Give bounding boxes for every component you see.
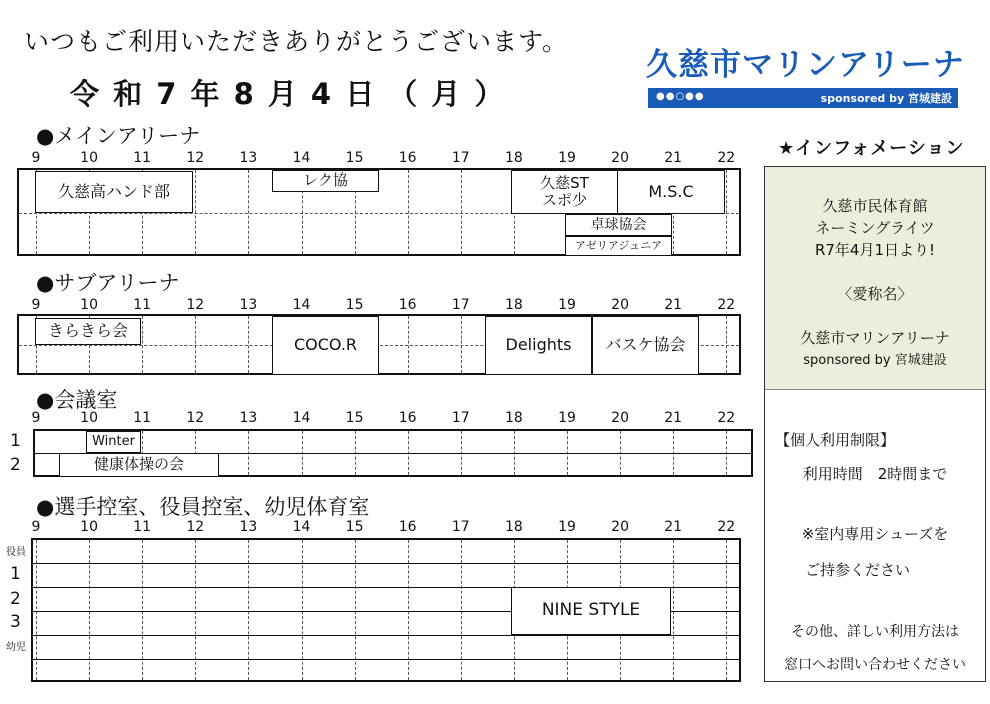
date-heading: 令 和 7 年 8 月 4 日 （ 月 ）: [70, 77, 506, 111]
hour-label: 12: [186, 519, 205, 535]
meeting-room-title: ●会議室: [36, 388, 118, 412]
hour-label: 11: [133, 297, 152, 313]
info-line: 【個人利用制限】: [775, 431, 896, 449]
hour-label: 17: [451, 410, 470, 426]
logo-bar: [648, 88, 958, 108]
event-block: Winter: [86, 431, 141, 453]
hour-label: 16: [398, 410, 417, 426]
hour-label: 10: [80, 519, 99, 535]
info-line: R7年4月1日より!: [814, 241, 936, 259]
hour-label: 15: [345, 297, 364, 313]
grid-row-divider: [33, 635, 739, 636]
hour-label: 18: [504, 297, 523, 313]
event-block: NINE STYLE: [511, 587, 671, 635]
main-arena-title: ●メインアリーナ: [36, 124, 201, 148]
hour-label: 11: [133, 519, 152, 535]
logo-sponsor: sponsored by 宮城建設: [820, 92, 952, 105]
hour-label: 15: [345, 410, 364, 426]
info-line: ※室内専用シューズを: [801, 525, 949, 543]
row-label: 1: [10, 431, 21, 451]
meeting-room-grid: [33, 429, 753, 477]
info-line: ネーミングライツ: [815, 219, 935, 237]
hour-label: 13: [239, 297, 258, 313]
hour-label: 13: [239, 519, 258, 535]
hour-label: 16: [398, 150, 417, 166]
hour-axis-main: [0, 150, 760, 164]
info-line: 〈愛称名〉: [837, 285, 913, 303]
hour-label: 9: [31, 150, 41, 166]
logo-dots-icon: ●●○●●: [656, 91, 705, 102]
grid-row-divider: [33, 659, 739, 660]
hour-label: 13: [239, 410, 258, 426]
row-label: 2: [10, 455, 21, 475]
hour-label: 10: [80, 150, 99, 166]
hour-label: 15: [345, 150, 364, 166]
hour-label: 19: [558, 297, 576, 313]
rooms-title: ●選手控室、役員控室、幼児体育室: [36, 495, 370, 519]
hour-label: 14: [292, 297, 311, 313]
hour-gridline: [408, 170, 409, 254]
hour-label: 21: [664, 519, 683, 535]
hour-label: 20: [611, 410, 630, 426]
info-line: 久慈市民体育館: [822, 197, 928, 215]
event-block: 久慈高ハンド部: [35, 171, 193, 213]
hour-label: 22: [717, 410, 736, 426]
hour-label: 16: [398, 519, 417, 535]
hour-axis-rooms: [0, 519, 760, 533]
grid-row-divider: [33, 563, 739, 564]
main-arena-grid: [17, 168, 741, 256]
event-block: 健康体操の会: [59, 453, 219, 477]
greeting-text: いつもご利用いただきありがとうございます。: [24, 27, 569, 56]
hour-label: 14: [292, 519, 311, 535]
hour-label: 22: [717, 150, 736, 166]
hour-gridline: [248, 170, 249, 254]
info-line: sponsored by 宮城建設: [803, 353, 947, 368]
info-line: ご持参ください: [805, 561, 911, 579]
hour-axis-meeting: [0, 410, 760, 424]
hour-label: 19: [558, 519, 576, 535]
hour-label: 21: [664, 297, 683, 313]
info-line: 久慈市マリンアリーナ: [800, 329, 950, 347]
event-block: Delights: [485, 316, 592, 375]
row-label: 幼児: [6, 642, 26, 653]
hour-label: 22: [717, 519, 736, 535]
hour-label: 9: [31, 410, 41, 426]
event-block: M.S.C: [617, 170, 725, 214]
hour-label: 13: [239, 150, 258, 166]
hour-label: 20: [611, 519, 630, 535]
venue-logo: [646, 47, 965, 112]
hour-label: 20: [611, 150, 630, 166]
hour-label: 12: [186, 297, 205, 313]
event-block: バスケ協会: [592, 316, 699, 375]
event-block: アゼリアジュニア: [565, 236, 672, 256]
event-block: 卓球協会: [565, 214, 672, 236]
hour-label: 10: [80, 297, 99, 313]
rooms-grid: [31, 538, 741, 682]
logo-brand: 久慈市マリンアリーナ: [646, 47, 965, 83]
hour-label: 18: [504, 150, 523, 166]
info-line: その他、詳しい利用方法は: [791, 624, 959, 640]
hour-label: 12: [186, 150, 205, 166]
hour-label: 16: [398, 297, 417, 313]
hour-label: 17: [451, 150, 470, 166]
hour-label: 11: [133, 150, 152, 166]
row-label: 3: [10, 612, 21, 632]
hour-label: 21: [664, 410, 683, 426]
hour-label: 22: [717, 297, 736, 313]
info-title: ★インフォメーション: [778, 138, 965, 159]
hour-label: 17: [451, 519, 470, 535]
hour-label: 12: [186, 410, 205, 426]
hour-label: 21: [664, 150, 683, 166]
row-label: 1: [10, 564, 21, 584]
event-block: COCO.R: [272, 316, 379, 375]
hour-label: 10: [80, 410, 99, 426]
hour-gridline: [195, 170, 196, 254]
hour-gridline: [726, 170, 727, 254]
hour-label: 9: [31, 519, 41, 535]
row-label: 2: [10, 589, 21, 609]
hour-label: 14: [292, 150, 311, 166]
hour-gridline: [461, 170, 462, 254]
event-block: レク協: [272, 170, 379, 192]
hour-label: 9: [31, 297, 41, 313]
hour-label: 18: [504, 519, 523, 535]
row-label: 役員: [6, 547, 26, 558]
hour-label: 20: [611, 297, 630, 313]
hour-label: 18: [504, 410, 523, 426]
info-line: 利用時間 2時間まで: [802, 465, 948, 483]
sub-arena-grid: [17, 314, 741, 375]
hour-label: 11: [133, 410, 152, 426]
sub-arena-title: ●サブアリーナ: [36, 271, 180, 295]
hour-label: 15: [345, 519, 364, 535]
hour-label: 19: [558, 150, 576, 166]
info-line: 窓口へお問い合わせください: [784, 657, 966, 673]
hour-label: 14: [292, 410, 311, 426]
event-block: 久慈ST スポ少: [511, 170, 618, 214]
event-block: きらきら会: [35, 318, 141, 345]
hour-label: 17: [451, 297, 470, 313]
info-panel: [764, 166, 986, 682]
hour-label: 19: [558, 410, 576, 426]
hour-axis-sub: [0, 297, 760, 311]
